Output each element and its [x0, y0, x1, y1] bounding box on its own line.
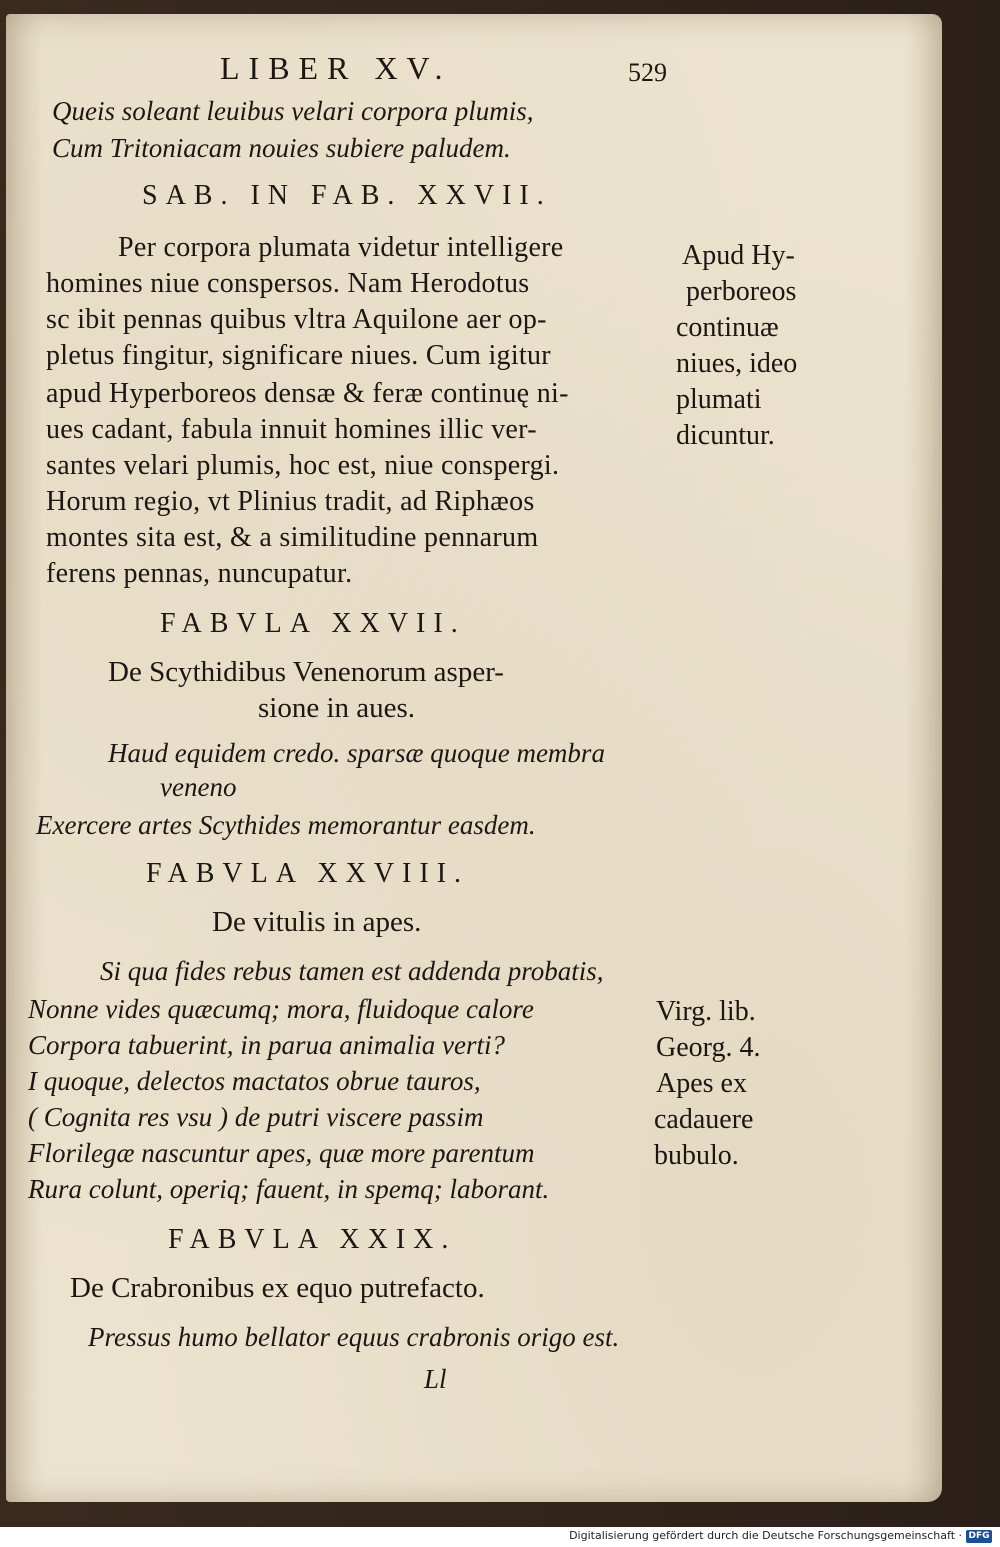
commentary-line: apud Hyperboreos densæ & feræ continuę ni-: [46, 378, 569, 409]
fabula-title-line: De Scythidibus Venenorum asper-: [108, 656, 504, 688]
verse-line: I quoque, delectos mactatos obrue tauros,: [28, 1066, 481, 1096]
verse-line: Exercere artes Scythides memorantur easdem.: [36, 810, 536, 840]
commentary-line: ferens pennas, nuncupatur.: [46, 558, 353, 589]
commentary-line: homines niue conspersos. Nam Herodotus: [46, 268, 530, 299]
verse-line: Cum Tritoniacam nouies subiere paludem.: [52, 133, 511, 163]
fabula-heading: FABVLA XXVII.: [160, 608, 466, 639]
margin-note-line: plumati: [676, 384, 762, 415]
verse-line: Nonne vides quæcumq; mora, fluidoque calore: [28, 994, 534, 1024]
margin-note-line: perboreos: [686, 276, 797, 307]
verse-line: Si qua fides rebus tamen est addenda probatis,: [100, 956, 604, 986]
margin-note-line: cadauere: [654, 1104, 754, 1135]
fabula-title-line: De Crabronibus ex equo putrefacto.: [70, 1272, 485, 1304]
margin-note-line: continuæ: [676, 312, 779, 343]
verse-line: Rura colunt, operiq; fauent, in spemq; laborant.: [28, 1174, 550, 1204]
margin-note-line: Virg. lib.: [656, 996, 756, 1027]
verse-line: Queis soleant leuibus velari corpora plumis,: [52, 96, 534, 126]
verse-line: Corpora tabuerint, in parua animalia verti?: [28, 1030, 506, 1060]
margin-note-line: Georg. 4.: [656, 1032, 761, 1063]
margin-note-line: Apes ex: [656, 1068, 747, 1099]
fabula-title-line: sione in aues.: [258, 692, 416, 724]
commentary-line: pletus fingitur, significare niues. Cum igitur: [46, 340, 551, 371]
commentary-line: Per corpora plumata videtur intelligere: [118, 232, 564, 263]
funding-credit: Digitalisierung gefördert durch die Deutsche Forschungsgemeinschaft ·: [569, 1529, 962, 1542]
commentary-line: Horum regio, vt Plinius tradit, ad Riphæos: [46, 486, 535, 517]
commentary-line: montes sita est, & a similitudine pennarum: [46, 522, 539, 553]
verse-line: Pressus humo bellator equus crabronis origo est.: [88, 1322, 620, 1352]
margin-note-line: dicuntur.: [676, 420, 775, 451]
dfg-logo-icon: DFG: [966, 1530, 992, 1543]
commentary-line: santes velari plumis, hoc est, niue conspergi.: [46, 450, 560, 481]
commentary-heading: SAB. IN FAB. XXVII.: [142, 180, 552, 211]
margin-note-line: bubulo.: [654, 1140, 739, 1171]
verse-line: Florilegæ nascuntur apes, quæ more parentum: [28, 1138, 535, 1168]
running-head: LIBER XV.: [220, 50, 452, 86]
margin-note-line: Apud Hy-: [682, 240, 795, 271]
page-number: 529: [628, 58, 667, 87]
verse-line: Haud equidem credo. sparsæ quoque membra: [108, 738, 605, 768]
verse-line: ( Cognita res vsu ) de putri viscere passim: [28, 1102, 484, 1132]
commentary-line: ues cadant, fabula innuit homines illic ver-: [46, 414, 537, 445]
verse-line: veneno: [160, 772, 237, 802]
fabula-heading: FABVLA XXVIII.: [146, 858, 470, 889]
fabula-title-line: De vitulis in apes.: [212, 906, 422, 938]
margin-note-line: niues, ideo: [676, 348, 798, 379]
fabula-heading: FABVLA XXIX.: [168, 1224, 457, 1255]
commentary-line: sc ibit pennas quibus vltra Aquilone aer op-: [46, 304, 547, 335]
signature-mark: Ll: [424, 1364, 447, 1394]
